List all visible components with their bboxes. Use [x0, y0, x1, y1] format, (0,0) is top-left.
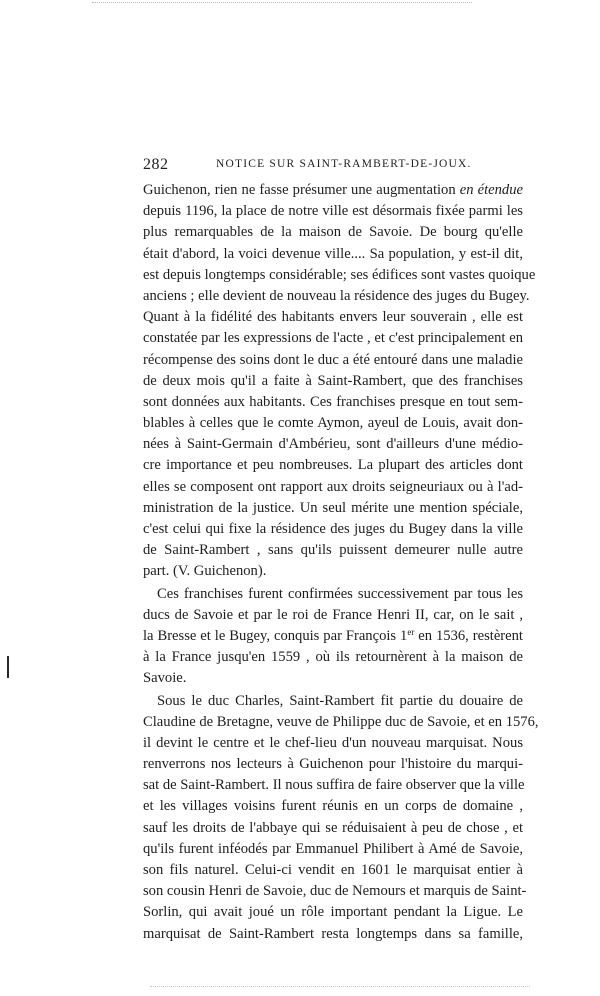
text-line: de Saint-Rambert , sans qu'ils puissent demeurer nulle autre	[143, 542, 523, 559]
text-line: est depuis longtemps considérable; ses édifices sont vastes quoique	[143, 266, 536, 283]
text-line: son fils naturel. Celui-ci vendit en 1601 le marquisat entier à	[143, 862, 523, 878]
text-line: part. (V. Guichenon).	[143, 563, 267, 580]
text-line: Sorlin, qui avait joué un rôle important pendant la Ligue. Le	[143, 904, 523, 921]
text-line: marquisat de Saint-Rambert resta longtemps dans sa famille,	[143, 925, 523, 942]
text-line: elles se composent ont rapport aux droits seigneuriaux ou à l'ad-	[143, 478, 523, 495]
text-line: il devint le centre et le chef-lieu d'un nouveau marquisat. Nous	[143, 734, 523, 751]
top-edge-rule	[92, 2, 472, 5]
text-line: Savoie.	[143, 670, 187, 687]
text-line-start: la Bresse et le Bugey, conquis par François 1	[143, 627, 408, 644]
body-text	[143, 180, 539, 945]
bottom-edge-rule	[150, 986, 530, 989]
text-line: plus remarquables de la maison de Savoie. De bourg qu'elle	[143, 224, 523, 241]
text-line: cre importance et peu nombreuses. La plupart des articles dont	[143, 457, 523, 474]
text-line: son cousin Henri de Savoie, duc de Nemours et marquis de Saint-	[143, 883, 527, 900]
text-line: c'est celui qui fixe la résidence des juges du Bugey dans la ville	[143, 521, 523, 537]
text-line: de deux mois qu'il a faite à Saint-Rambert, que des franchises	[143, 372, 523, 389]
text-line: nées à Saint-Germain d'Ambérieu, sont d'ailleurs d'une médio-	[143, 436, 523, 453]
superscript: er	[407, 626, 415, 637]
text-line: sat de Saint-Rambert. Il nous suffira de faire observer que la ville	[143, 777, 525, 794]
text-line: à la France jusqu'en 1559 , où ils retournèrent à la maison de	[143, 649, 523, 666]
text-line: était d'abord, la voici devenue ville.... Sa population, y est-il dit,	[143, 245, 523, 262]
text-line: blables à celles que le comte Aymon, ayeul de Louis, avait don-	[143, 415, 523, 432]
text-line: constatée par les expressions de l'acte , et c'est principalement en	[143, 330, 523, 347]
text-line-start: Guichenon, rien ne fasse présumer une augmentation	[143, 182, 460, 198]
text-line: ministration de la justice. Un seul mérite une mention spéciale,	[143, 499, 523, 516]
text-line: renverrons nos lecteurs à Guichenon pour l'histoire du marqui-	[143, 756, 523, 773]
margin-mark	[7, 656, 9, 678]
page-header	[143, 156, 523, 176]
text-line-end: en 1536, restèrent	[414, 627, 523, 644]
text-line: sont données aux habitants. Ces franchises presque en tout sem-	[143, 393, 523, 410]
text-line: Sous le duc Charles, Saint-Rambert fit partie du douaire de	[157, 692, 523, 709]
text-line: sauf les droits de l'abbaye qui se réduisaient à peu de chose , et	[143, 819, 523, 836]
text-line	[143, 626, 523, 647]
italic-phrase: en étendue	[459, 182, 523, 198]
text-line: Ces franchises furent confirmées successivement par tous les	[157, 585, 523, 602]
text-line: anciens ; elle devient de nouveau la résidence des juges du Bugey.	[143, 287, 530, 304]
text-line: et les villages voisins furent réunis en un corps de domaine ,	[143, 798, 523, 815]
text-line: Claudine de Bretagne, veuve de Philippe duc de Savoie, et en 1576,	[143, 713, 539, 730]
running-title: NOTICE SUR SAINT-RAMBERT-DE-JOUX.	[216, 158, 472, 170]
text-line: Quant à la fidélité des habitants envers leur souverain , elle est	[143, 309, 523, 326]
text-line: récompense des soins dont le duc a été entouré dans une maladie	[143, 351, 523, 368]
page-number: 282	[143, 156, 169, 173]
text-line: qu'ils furent inféodés par Emmanuel Philibert à Amé de Savoie,	[143, 840, 523, 857]
text-line	[143, 180, 523, 201]
text-line: depuis 1196, la place de notre ville est désormais fixée parmi les	[143, 203, 523, 220]
text-line: ducs de Savoie et par le roi de France Henri II, car, on le sait ,	[143, 606, 523, 623]
